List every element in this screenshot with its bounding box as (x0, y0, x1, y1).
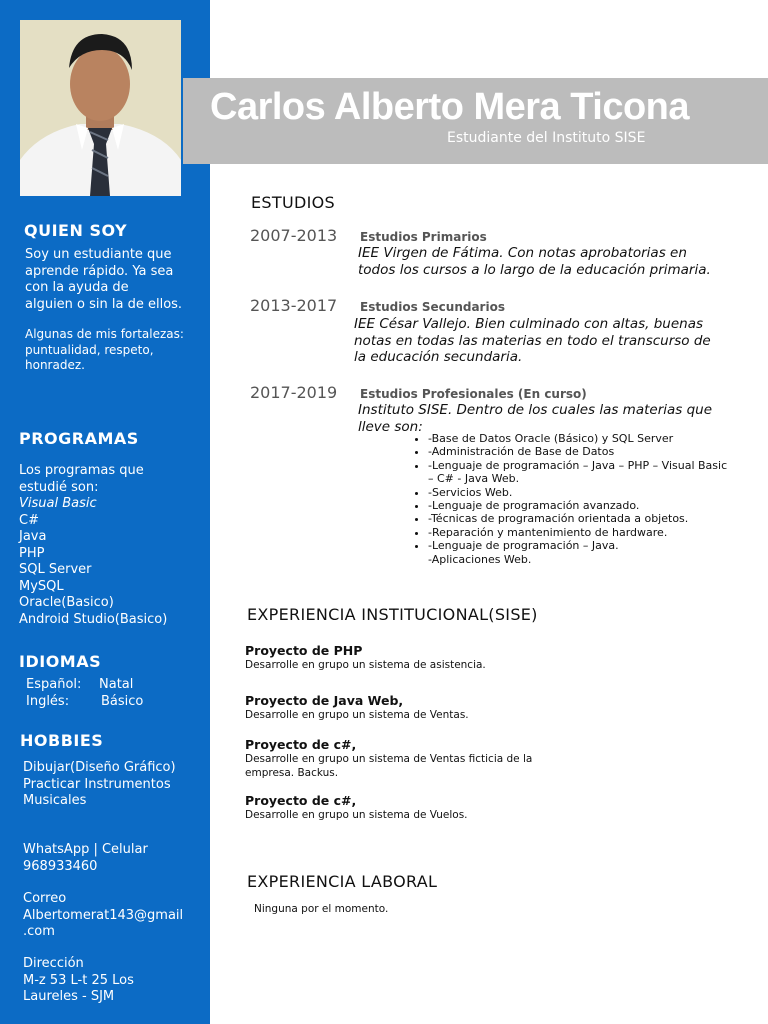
project-description: Desarrolle en grupo un sistema de Ventas. (245, 709, 469, 721)
subject-item: • -Reparación y mantenimiento de hardware. (428, 526, 728, 539)
about-heading: QUIEN SOY (24, 221, 128, 240)
languages-list (26, 677, 143, 710)
education-description: IEE César Vallejo. Bien culminado con altas, buenas notas en todas las materias en todo el transcurso de la educación secundaria. (354, 316, 711, 365)
subject-item: • -Administración de Base de Datos (428, 445, 728, 458)
project-description: Desarrolle en grupo un sistema de asistencia. (245, 659, 486, 671)
subject-item: • -Lenguaje de programación – Java – PHP – Visual Basic – C# - Java Web. (428, 459, 728, 486)
program-item: PHP (19, 545, 45, 561)
hobbies-list: Dibujar(Diseño Gráfico) Practicar Instrumentos Musicales (23, 760, 176, 808)
project-entry (245, 693, 575, 722)
language-row: Español: Natal (26, 677, 134, 692)
profile-photo-illustration (20, 20, 181, 196)
subject-item: • -Base de Datos Oracle (Básico) y SQL Server (428, 432, 728, 445)
email-contact: Correo Albertomerat143@gmail .com (23, 891, 184, 939)
language-row: Inglés: Básico (26, 693, 144, 709)
programs-list: Los programas que estudié son: Visual Basic C# Java PHP SQL Server MySQL Oracle(Basico) Android Studio(Basico) (19, 463, 168, 627)
profile-photo (20, 20, 181, 196)
work-text: Ninguna por el momento. (254, 903, 389, 915)
header-banner (183, 78, 768, 164)
project-entry (245, 643, 575, 672)
education-years: 2013-2017 (250, 296, 338, 315)
job-subtitle: Estudiante del Instituto SISE (447, 130, 646, 146)
subject-item: • -Lenguaje de programación – Java. (428, 539, 728, 552)
education-description: IEE Virgen de Fátima. Con notas aprobatorias en todos los cursos a lo largo de la educación primaria. (358, 245, 711, 278)
education-heading: ESTUDIOS (251, 193, 335, 212)
education-title: Estudios Profesionales (En curso) (360, 387, 587, 401)
education-description: Instituto SISE. Dentro de los cuales las materias que lleve son: (358, 402, 713, 435)
work-heading: EXPERIENCIA LABORAL (247, 872, 438, 891)
strengths-text: Algunas de mis fortalezas: puntualidad, respeto, honradez. (25, 327, 184, 372)
project-description: Desarrolle en grupo un sistema de Vuelos. (245, 809, 468, 821)
project-title: Proyecto de c#, (245, 737, 357, 752)
hobbies-heading: HOBBIES (20, 731, 104, 750)
institutional-heading: EXPERIENCIA INSTITUCIONAL(SISE) (247, 605, 538, 624)
program-item: Java (19, 529, 47, 544)
subject-item: • -Lenguaje de programación avanzado. (428, 499, 728, 512)
education-title: Estudios Secundarios (360, 300, 505, 314)
address-contact: Dirección M-z 53 L-t 25 Los Laureles - SJM (23, 956, 134, 1004)
project-entry (245, 737, 575, 780)
program-item: Oracle(Basico) (19, 595, 114, 610)
education-years: 2007-2013 (250, 226, 338, 245)
full-name: Carlos Alberto Mera Ticona (210, 86, 690, 128)
education-title: Estudios Primarios (360, 230, 487, 244)
project-description: Desarrolle en grupo un sistema de Ventas ficticia de la empresa. Backus. (245, 753, 533, 779)
project-title: Proyecto de PHP (245, 643, 363, 658)
project-entry (245, 793, 575, 822)
program-item: Android Studio(Basico) (19, 611, 168, 627)
subject-item: • -Técnicas de programación orientada a objetos. (428, 512, 728, 525)
program-item: MySQL (19, 578, 64, 594)
project-title: Proyecto de Java Web, (245, 693, 404, 708)
education-years: 2017-2019 (250, 383, 338, 402)
subjects-list (408, 432, 728, 566)
about-text: Soy un estudiante que aprende rápido. Ya sea con la ayuda de alguien o sin la de ellos. (25, 247, 183, 312)
subject-item: -Aplicaciones Web. (428, 552, 532, 566)
whatsapp-contact: WhatsApp | Celular 968933460 (23, 842, 148, 874)
project-title: Proyecto de c#, (245, 793, 357, 808)
program-item: C# (19, 512, 39, 528)
languages-heading: IDIOMAS (19, 652, 102, 671)
subject-item: • -Servicios Web. (428, 486, 728, 499)
programs-heading: PROGRAMAS (19, 429, 139, 448)
program-item: SQL Server (19, 562, 92, 577)
program-item: Visual Basic (19, 496, 97, 511)
